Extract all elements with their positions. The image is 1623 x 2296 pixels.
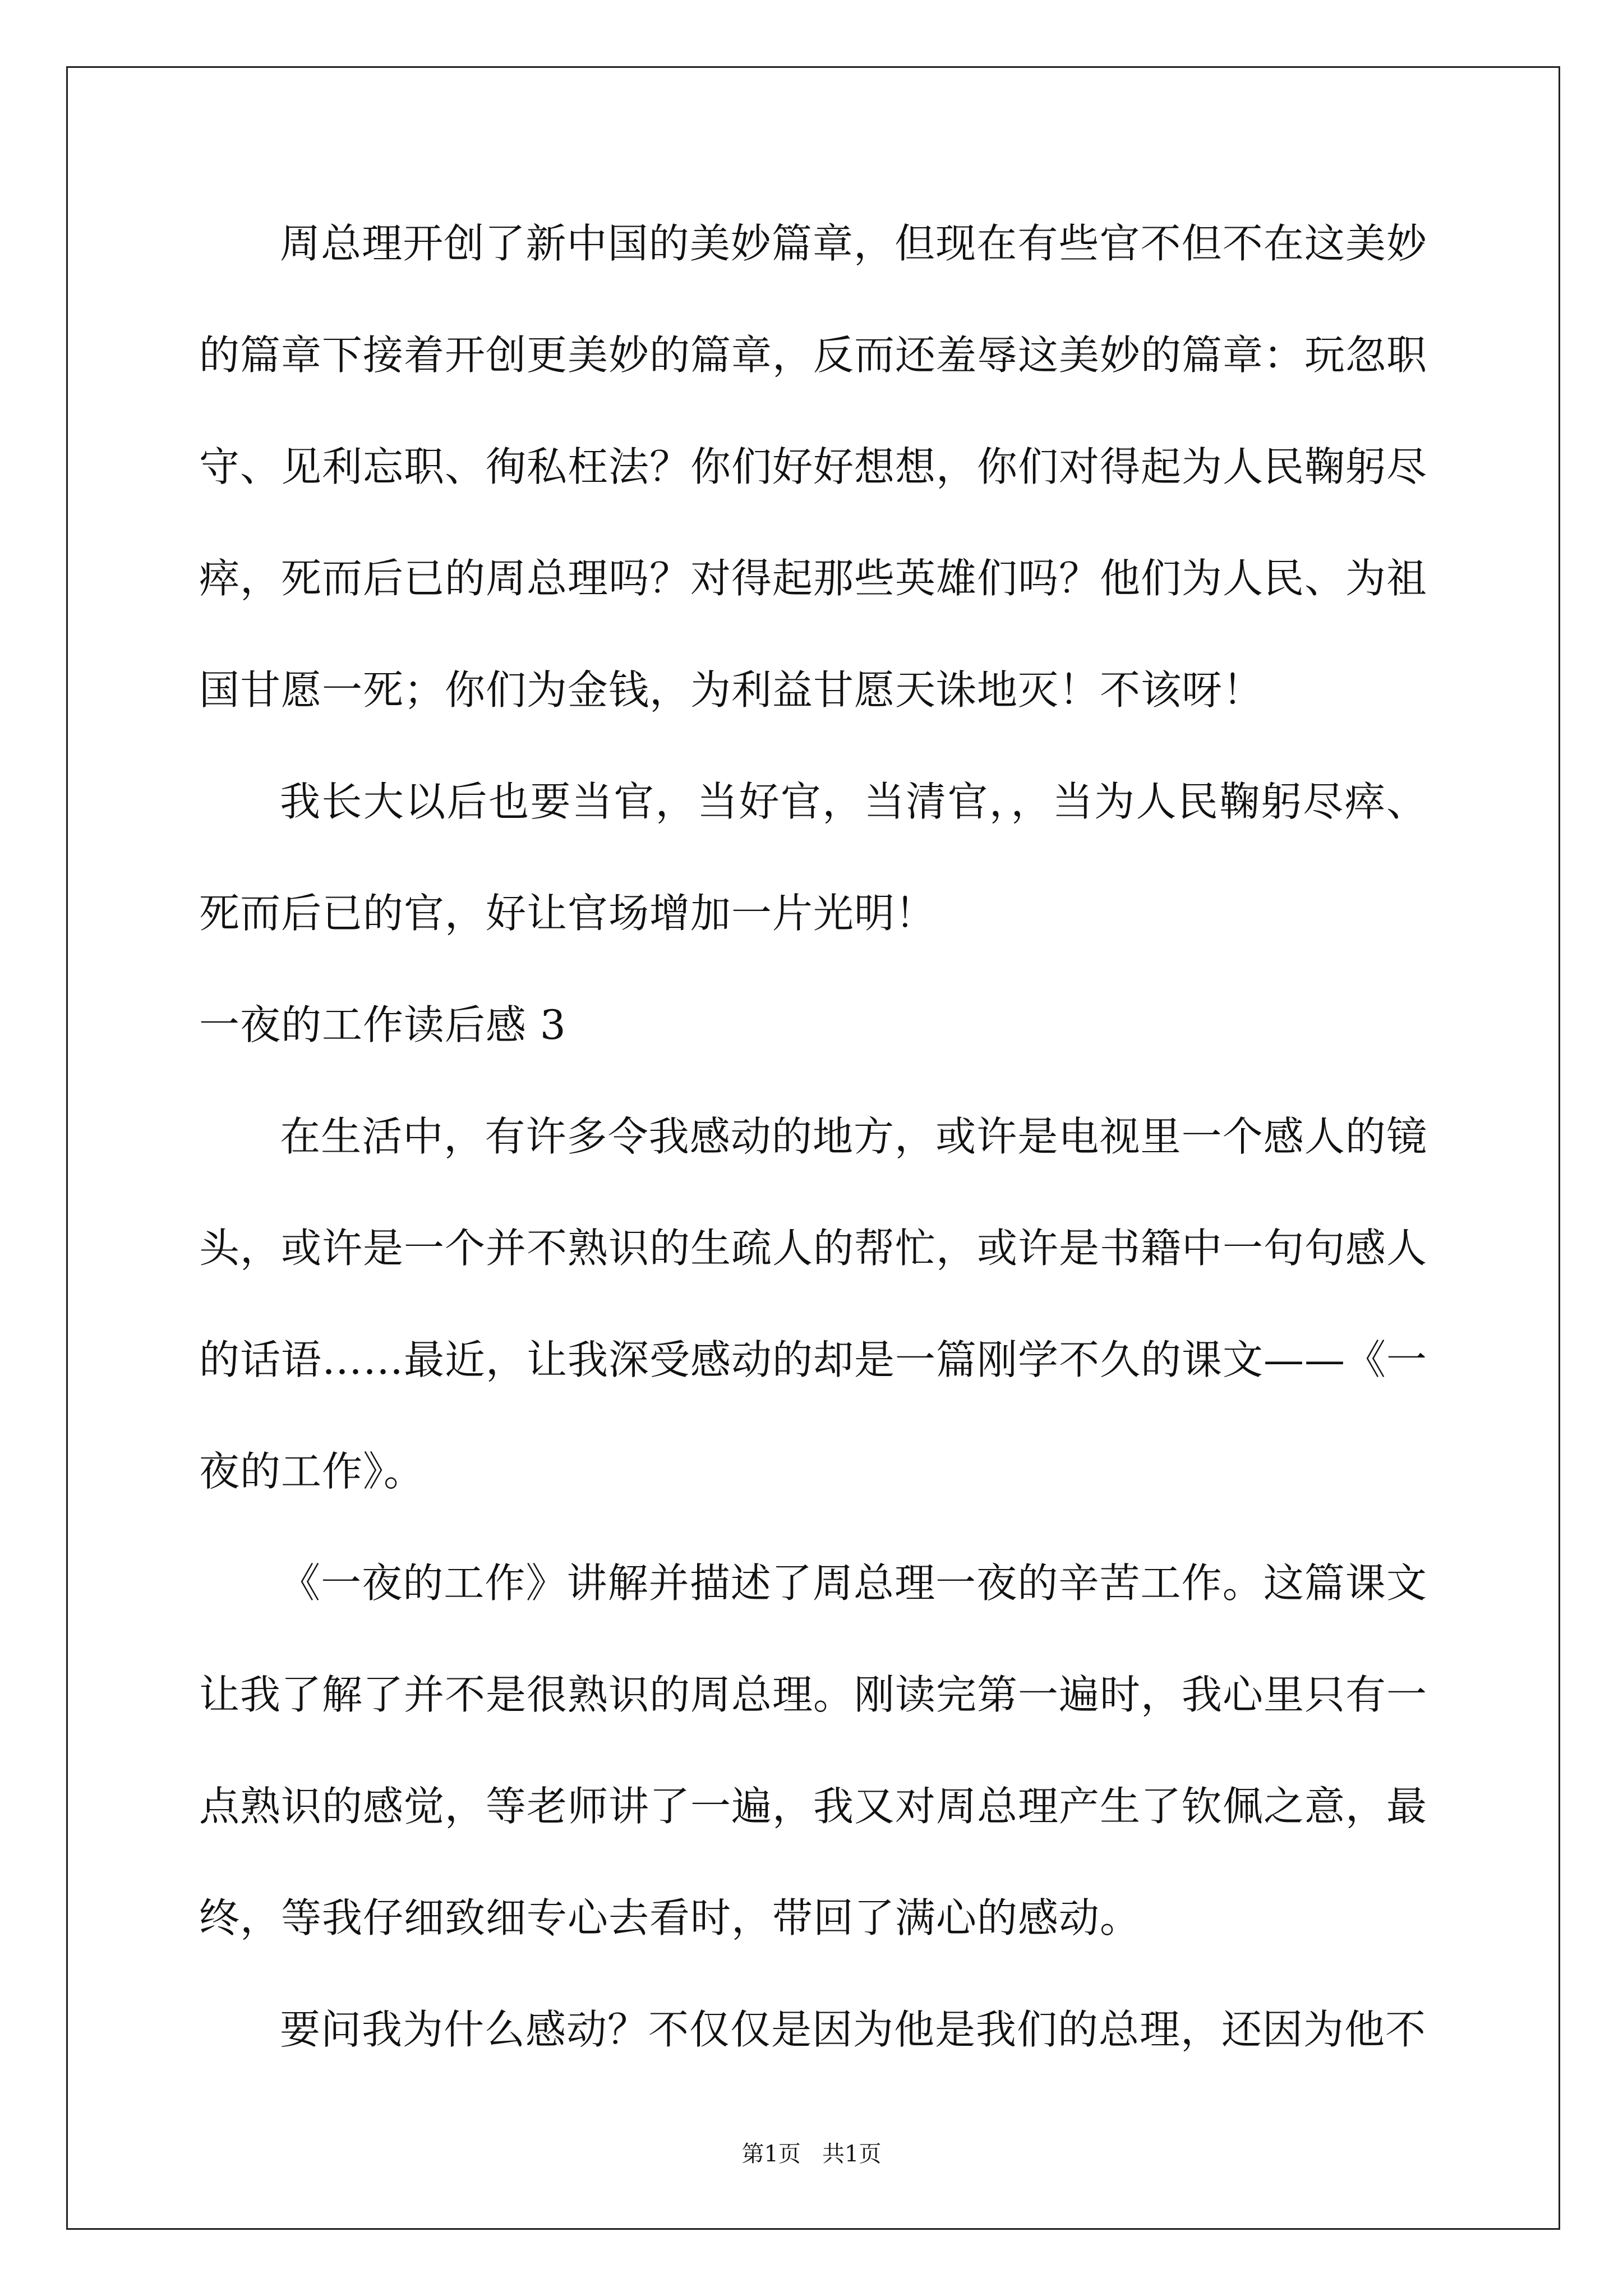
paragraph-4: 《一夜的工作》讲解并描述了周总理一夜的辛苦工作。这篇课文让我了解了并不是很熟识的周总理。刚读完第一遍时，我心里只有一点熟识的感觉，等老师讲了一遍，我又对周总理产生了钦佩之意，最终，等我仔细致细专心去看时，带回了满心的感动。: [199, 1559, 1428, 1941]
paragraph-5: 要问我为什么感动？不仅仅是因为他是我们的总理，还因为他不: [280, 2006, 1427, 2053]
document-body: [199, 188, 1427, 2086]
paragraph-2: 我长大以后也要当官，当好官，当清官，，当为人民鞠躬尽瘁、死而后已的官，好让官场增加一片光明！: [199, 778, 1427, 937]
page-number-footer: 第1页 共1页: [741, 2141, 882, 2167]
paragraph-3: 在生活中，有许多令我感动的地方，或许是电视里一个感人的镜头，或许是一个并不熟识的生疏人的帮忙，或许是书籍中一句句感人的话语……最近，让我深受感动的却是一篇刚学不久的课文——《一夜的工作》。: [199, 1113, 1428, 1495]
paragraph-1: 周总理开创了新中国的美妙篇章，但现在有些官不但不在这美妙的篇章下接着开创更美妙的篇章，反而还羞辱这美妙的篇章：玩忽职守、见利忘职、徇私枉法？你们好好想想，你们对得起为人民鞠躬尽瘁，死而后已的周总理吗？对得起那些英雄们吗？他们为人民、为祖国甘愿一死；你们为金钱，为利益甘愿天诛地灭！不该呀！: [199, 220, 1428, 714]
section-heading: 一夜的工作读后感 3: [199, 1001, 566, 1048]
